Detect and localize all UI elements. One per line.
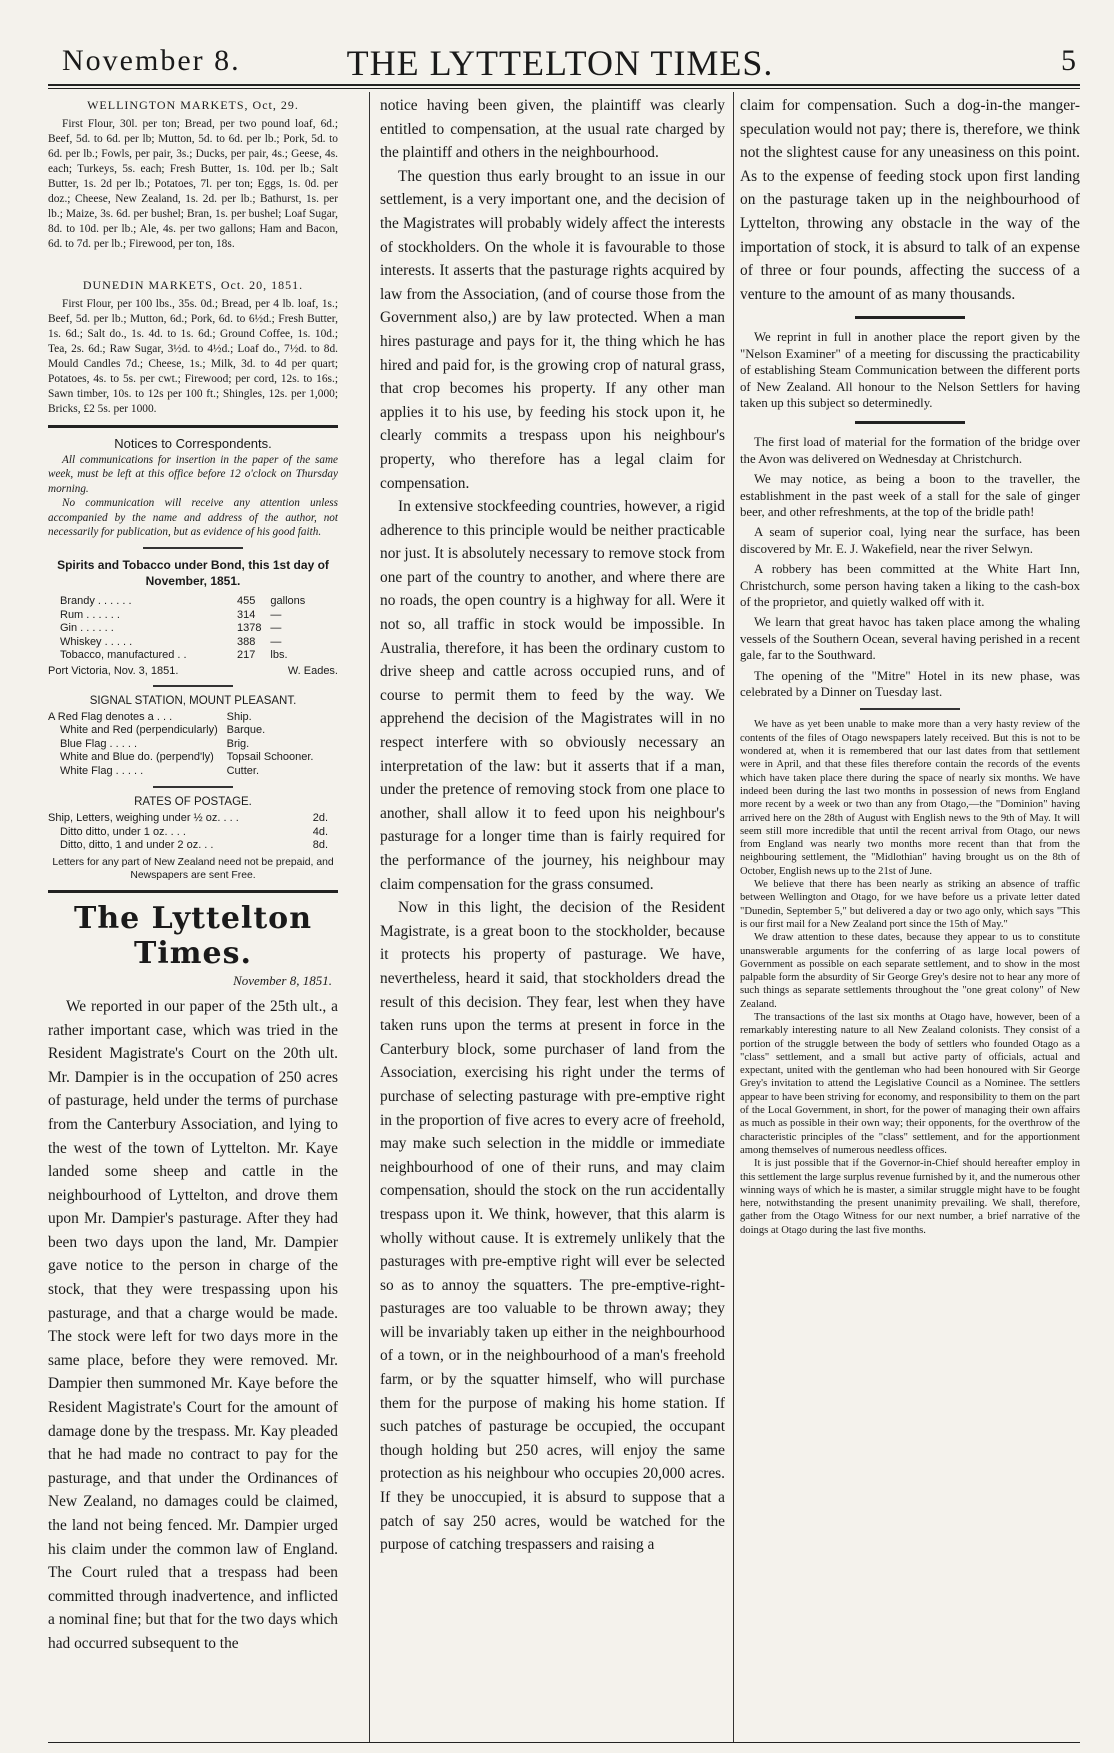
spirit-qty: 217 xyxy=(237,649,256,662)
postage-desc: Ditto ditto, under 1 oz. . . . xyxy=(60,825,186,838)
postage-rate: 4d. xyxy=(312,825,328,838)
spirit-item: Tobacco, manufactured . . xyxy=(60,649,187,662)
flag-meaning: Topsail Schooner. xyxy=(226,751,314,764)
page-number: 5 xyxy=(1061,44,1076,77)
flag-meaning: Cutter. xyxy=(226,764,260,777)
table-row xyxy=(48,649,318,663)
editorial-paragraph: In extensive stockfeeding countries, however, a rigid adherence to this principle would be neither practicable nor just. It is absolutely necessary to remove stock from one part of the country to another, and where there are no roads, the open country is a highway for all. Were it not so, all traffic in stock would be impossible. In Australia, therefore, it has been the ordinary custom to drive sheep and cattle across occupied runs, and of course to permit them to feed by the way. We apprehend the decision of the Magistrates will in no respect interfere with so obviously necessary an interpretation of the law: but it asserts that if a man, under the pretence of removing stock from one place to another, shall allow it to feed upon his neighbour's pasturage for a longer time than is fairly required for the performance of the journey, his neighbour may claim compensation for the grass consumed. xyxy=(380,498,725,893)
spirit-item: Brandy . . . . . . xyxy=(60,595,132,608)
otago-paragraph: We believe that there has been nearly as striking an absence of traffic between Wellington and Otago, for we have before us a private letter dated "Dunedin, September 5," but delivered a day or two ago only, which says "This is our first mail for a New Zealand port since the 15th of May." xyxy=(740,879,1080,930)
postage-desc: Ditto, ditto, 1 and under 2 oz. . . xyxy=(60,839,214,852)
masthead xyxy=(30,30,1090,83)
divider xyxy=(855,316,965,319)
dunedin-markets-text: First Flour, per 100 lbs., 35s. 0d.; Bread, per 4 lb. loaf, 1s.; Beef, 5d. per lb.; Mutton, 6d.; Pork, 6d. to 6½d.; Fresh Butter, 1s. 6d.; Salt do., 1s. 4d. to 1s. 6d.; Ground Coffee, 1s. 10d.; Tea, 2s. 6d.; Raw Sugar, 3½d. to 4½d.; Loaf do., 7½d. to 8d. Mould Candles 7d.; Cheese, 1s.; Milk, 3d. to 4d per quart; Potatoes, 4s. to 5s. per cwt.; Firewood; per cord, 12s. to 16s.; Sawn timber, 10s. to 12s per 100 ft.; Shingles, 12s. per 1,000; Bricks, £2 5s. per 1000. xyxy=(48,298,338,415)
column-divider-1 xyxy=(369,92,370,1742)
divider xyxy=(153,685,233,687)
divider xyxy=(855,421,965,424)
editorial-paragraph: The question thus early brought to an issue in our settlement, is a very important one, and the decision of the Magistrates will probably widely affect the interests of stockholders. On the whole it is favourable to those interests. It asserts that the pasturage rights acquired by law from the Association, (and of course those from the Government also,) are by law protected. When a man hires pasturage and pays for it, the thing which he has hired and paid for, is the growing crop of natural grass, that crop becomes his property. If any other man applies it to his use, by feeding his stock upon it, he clearly commits a trespass upon his neighbour's property, who therefore has a legal claim for compensation. xyxy=(380,167,725,492)
news-item: A robbery has been committed at the White Hart Inn, Christchurch, some person having taken a liking to the cash-box of the proprietor, and quietly walked off with it. xyxy=(740,562,1080,610)
divider xyxy=(153,786,233,788)
flag-desc: White and Blue do. (perpend'ly) xyxy=(60,751,214,764)
editorial-paragraph: notice having been given, the plaintiff was clearly entitled to compensation, at the usual rate charged by the plaintiff and others in the neighbourhood. xyxy=(380,97,725,162)
news-item: A seam of superior coal, lying near the surface, has been discovered by Mr. E. J. Wakefield, near the river Selwyn. xyxy=(740,525,1080,556)
section-rule xyxy=(48,890,338,893)
divider xyxy=(143,547,243,549)
otago-paragraph: We have as yet been unable to make more than a very hasty review of the contents of the files of Otago newspapers lately received. But this is not to be wondered at, when it is remembered that our last dates from that settlement were in April, and that these files therefore contain the records of the events which have taken place there during the space of nearly six months. We have indeed been during the last two months in possession of news from England more recent by a week or two than any from Otago,—the "Dominion" having arrived here on the 28th of August with English news to the 9th of May. It will seem still more incredible that until the recent arrival from Otago, our news from England was nearly two months more recent than that from the neighbouring settlement, the "Midlothian" having brought us on the 8th of October, English news up to the 21st of June. xyxy=(740,719,1080,877)
postage-rate: 2d. xyxy=(312,812,328,825)
notices-paragraph-2: No communication will receive any attention unless accompanied by the name and address of the author, not necessarily for publication, but as evidence of his good faith. xyxy=(48,497,338,539)
news-item: The opening of the "Mitre" Hotel in its new phase, was celebrated by a Dinner on Tuesday last. xyxy=(740,668,1080,700)
notices-title: Notices to Correspondents. xyxy=(114,436,272,451)
newspaper-title: THE LYTTELTON TIMES. xyxy=(346,43,774,83)
table-row xyxy=(48,636,318,650)
flag-meaning: Brig. xyxy=(226,737,250,750)
flag-meaning: Ship. xyxy=(226,710,252,723)
spirit-qty: 455 xyxy=(237,595,256,608)
spirit-unit: gallons xyxy=(270,595,306,608)
column-1 xyxy=(48,94,338,1656)
table-row xyxy=(48,711,318,725)
spirit-unit: lbs. xyxy=(270,649,288,662)
spirit-unit: — xyxy=(270,608,282,621)
column-2 xyxy=(380,94,725,1744)
wellington-markets-text: First Flour, 30l. per ton; Bread, per two pound loaf, 6d.; Beef, 5d. to 6d. per lb; Mutton, 5d. to 6d. per lb.; Pork, 5d. to 6d. per lb.; Fowls, per pair, 3s.; Ducks, per pair, 4s.; Geese, 4s. each; Turkeys, 5s. each; Fresh Butter, 1s. 10d. per lb.; Salt Butter, 1s. 2d per lb.; Potatoes, 7l. per ton; Eggs, 1s. 0d. per doz.; Cheese, New Zealand, 1s. 2d. per lb.; Bathurst, 1s. per lb.; Maize, 3s. 6d. per bushel; Bran, 1s. per bushel; Loaf Sugar, 8d. to 10d. per lb.; Ale, 4s. per two gallons; Ham and Bacon, 6d. to 7d. per lb.; Firewood, per ton, 18s. xyxy=(48,118,338,250)
column-divider-2 xyxy=(733,92,734,1742)
flag-desc: Blue Flag . . . . . xyxy=(60,737,138,750)
table-row xyxy=(48,738,318,752)
editorial-date: November 8, 1851. xyxy=(233,972,332,988)
news-item: We may notice, as being a boon to the traveller, the establishment in the past week of a stall for the sale of ginger beer, and other refreshments, at the top of the bridle path! xyxy=(740,472,1080,519)
editorial-masthead: The Lyttelton Times. xyxy=(74,900,312,971)
flag-meaning: Barque. xyxy=(226,724,266,737)
table-row xyxy=(48,751,318,765)
table-row xyxy=(48,609,318,623)
spirit-qty: 1378 xyxy=(237,622,262,635)
table-row xyxy=(48,724,318,738)
wellington-markets-title: WELLINGTON MARKETS, Oct, 29. xyxy=(87,98,299,112)
table-row xyxy=(48,826,328,840)
postage-desc: Ship, Letters, weighing under ½ oz. . . . xyxy=(48,812,239,825)
spirits-title: Spirits and Tobacco under Bond, this 1st day of November, 1851. xyxy=(57,558,329,589)
spirits-place-date: Port Victoria, Nov. 3, 1851. xyxy=(48,664,179,677)
spirits-footer xyxy=(48,665,338,677)
postage-table xyxy=(48,812,328,853)
editorial-paragraph: Now in this light, the decision of the Resident Magistrate, is a great boon to the stockholder, because it protects his property of pasturage. We have, nevertheless, heard it said, that stockholders dread the result of this decision. They fear, lest when they have taken runs upon the terms at present in force in the Canterbury block, some purchaser of land from the Association, exercising his right under the terms of purchase of selecting pasturage with pre-emptive right in the proportion of five acres to every acre of freehold, may make such selection in the middle or immediate neighbourhood of one of their runs, and may claim compensation, should the stock on the run accidentally trespass upon it. We think, however, that this alarm is wholly without cause. It is extremely unlikely that the pasturages with pre-emptive right will ever be selected so as to annoy the squatters. The pre-emptive-right-pasturages are too valuable to be thrown away; they will be invariably taken up either in the neighbourhood of a town, or in the neighbourhood of a man's freehold farm, or by the squatter himself, who will purchase them for the purpose of making his home station. If such patches of pasturage be occupied, the occupant though holding but 250 acres, will enjoy the same protection as his neighbour who occupies 20,000 acres. If they be unoccupied, it is absurd to suppose that a patch of say 250 acres, would be watched for the purpose of catching trespassers and raising a xyxy=(380,899,725,1554)
table-row xyxy=(48,839,328,853)
issue-date: November 8. xyxy=(62,44,241,77)
news-item: We learn that great havoc has taken place among the whaling vessels of the Southern Ocean, several having perished in a recent gale, far to the Southward. xyxy=(740,615,1080,663)
postage-note: Letters for any part of New Zealand need not be prepaid, and Newspapers are sent Free. xyxy=(52,856,334,881)
reprint-notice: We reprint in full in another place the report given by the "Nelson Examiner" of a meeting for discussing the practicability of establishing Steam Communication between the different ports of New Zealand. All honour to the Nelson Settlers for having taken up this subject so determinedly. xyxy=(740,330,1080,410)
section-rule xyxy=(48,425,338,428)
spirits-signature: W. Eades. xyxy=(287,664,338,677)
spirit-item: Gin . . . . . . xyxy=(60,622,114,635)
spirit-item: Rum . . . . . . xyxy=(60,608,120,621)
postage-rate: 8d. xyxy=(312,839,328,852)
spirit-unit: — xyxy=(270,635,282,648)
table-row xyxy=(48,622,318,636)
otago-paragraph: The transactions of the last six months at Otago have, however, been of a remarkably interesting nature to all New Zealand colonists. They consist of a portion of the struggle between the body of settlers who founded Otago as a "class" settlement, and a small but active party of officials, actual and expectant, united with the gentleman who had been honoured with Sir George Grey's invitation to attend the Legislative Council as a Nominee. The settlers appear to have been striving for economy, and responsibility to them on the part of the Local Government, in short, for the power of managing their own affairs as much as possible in their own way; their opponents, for the overthrow of the characteristic principles of the "class" settlement, and for the apportionment among themselves of numerous needless offices. xyxy=(740,1012,1080,1156)
footer-rule xyxy=(48,1742,1080,1743)
header-rule-top xyxy=(48,84,1080,86)
spirits-table xyxy=(48,595,318,663)
editorial-paragraph: claim for compensation. Such a dog-in-the manger-speculation would not pay; there is, therefore, we think not the slightest cause for any uneasiness on this point. As to the expense of feeding stock upon first landing on the pasturage taken up in the neighbourhood of Lyttelton, throwing any obstacle in the way of the importation of stock, it is absurd to talk of an expense of three or four pounds, affecting the success of a venture to the amount of as many thousands. xyxy=(740,97,1080,303)
signal-station-title: SIGNAL STATION, MOUNT PLEASANT. xyxy=(89,694,297,707)
column-3 xyxy=(740,94,1080,1744)
spirit-qty: 314 xyxy=(237,608,256,621)
spirit-item: Whiskey . . . . . xyxy=(60,635,133,648)
flag-desc: White Flag . . . . . xyxy=(60,764,144,777)
otago-paragraph: It is just possible that if the Governor-in-Chief should hereafter employ in this settlement the large surplus revenue furnished by it, and the numerous other winning ways of which he is master, a similar struggle might have to be fought here, notwithstanding the present unanimity prevailing. We shall, therefore, gather from the Otago Witness for our next number, a brief narrative of the doings at Otago during the last five months. xyxy=(740,1158,1080,1236)
table-row xyxy=(48,812,328,826)
otago-paragraph: We draw attention to these dates, because they appear to us to constitute unanswerable arguments for the conferring of as large local powers of Government as possible on each separate settlement, and to show in the most palpable form the absurdity of Sir George Grey's desire not to hear any more of such things as separate settlements throughout the "one great colony" of New Zealand. xyxy=(740,932,1080,1010)
flag-desc: A Red Flag denotes a . . . xyxy=(48,710,173,723)
spirit-unit: — xyxy=(270,622,282,635)
divider xyxy=(860,708,960,710)
notices-paragraph-1: All communications for insertion in the paper of the same week, must be left at this office before 12 o'clock on Thursday morning. xyxy=(48,454,338,495)
editorial-paragraph: We reported in our paper of the 25th ult., a rather important case, which was tried in the Resident Magistrate's Court on the 20th ult. Mr. Dampier is in the occupation of 250 acres of pasturage, held under the terms of purchase from the Canterbury Association, and lying to the west of the town of Lyttelton. Mr. Kaye landed some sheep and cattle in the neighbourhood of Lyttelton, and drove them upon Mr. Dampier's pasturage. After they had been two days upon the land, Mr. Dampier gave notice to the person in charge of the stock, that they were trespassing upon his pasturage, and that a charge would be made. The stock were left for two days more in the same place, before they were removed. Mr. Dampier then summoned Mr. Kaye before the Resident Magistrate's Court for the amount of damage done by the trespass. Mr. Kay pleaded that he had made no contract to pay for the pasturage, and that under the Ordinances of New Zealand, no damages could be claimed, the land not being fenced. Mr. Dampier urged his claim under the common law of England. The Court ruled that a trespass had been committed through inadvertence, and inflicted a nominal fine; but that for the two days which had occurred subsequent to the xyxy=(48,997,338,1652)
table-row xyxy=(48,595,318,609)
spirit-qty: 388 xyxy=(237,635,256,648)
news-item: The first load of material for the formation of the bridge over the Avon was delivered on Wednesday at Christchurch. xyxy=(740,435,1080,466)
header-rule-bottom xyxy=(48,88,1080,89)
signal-table xyxy=(48,711,318,779)
dunedin-markets-title: DUNEDIN MARKETS, Oct. 20, 1851. xyxy=(82,278,304,292)
postage-title: RATES OF POSTAGE. xyxy=(134,796,252,809)
flag-desc: White and Red (perpendicularly) xyxy=(60,724,218,737)
table-row xyxy=(48,765,318,779)
